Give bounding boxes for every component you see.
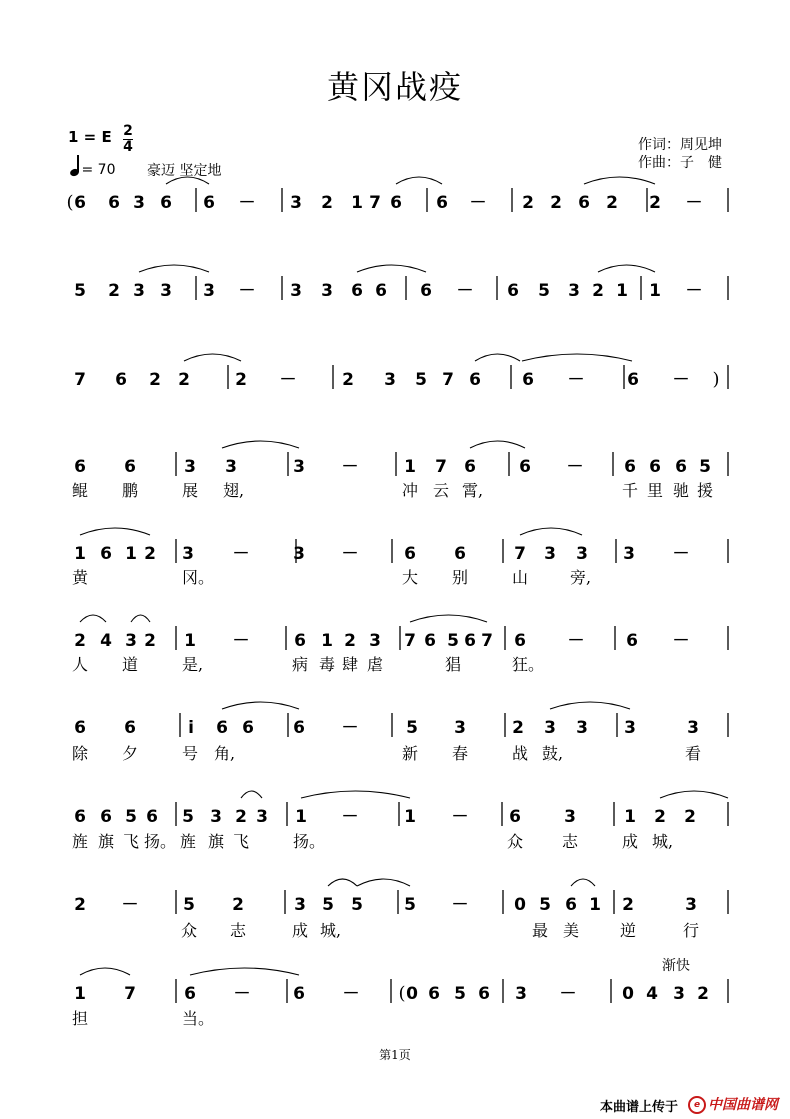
note: 7	[74, 370, 86, 390]
note: 5	[351, 895, 363, 915]
lyric-syllable: 道	[122, 655, 139, 674]
note: 3	[673, 984, 685, 1004]
lyric-syllable: 众	[181, 921, 198, 940]
note: 2	[649, 193, 661, 213]
note: 6	[390, 193, 402, 213]
lyric-syllable: 角,	[214, 744, 236, 763]
note: 2	[622, 895, 634, 915]
tie-slur	[571, 879, 595, 886]
lyric-syllable: 毒	[319, 655, 336, 674]
note: 6	[294, 631, 306, 651]
note: 5	[404, 895, 416, 915]
note: 7	[435, 457, 447, 477]
note: 1	[74, 984, 86, 1004]
note: 2	[512, 718, 524, 738]
lyric-syllable: 旗	[98, 832, 115, 851]
tie-slur	[184, 354, 241, 361]
note: 6	[242, 718, 254, 738]
lyric-syllable: 旌	[72, 832, 89, 851]
tie-slur	[190, 968, 299, 975]
note: 6	[351, 281, 363, 301]
tie-slur	[584, 177, 655, 184]
tie-slur	[520, 528, 582, 535]
note: 6	[626, 631, 638, 651]
note: 6	[464, 631, 476, 651]
tie-slur	[222, 441, 299, 448]
note: 2	[522, 193, 534, 213]
note: 2	[550, 193, 562, 213]
sustain-dash: －	[567, 631, 585, 651]
lyric-syllable: 冲	[402, 481, 419, 500]
note: 3	[290, 281, 302, 301]
sustain-dash: －	[451, 895, 469, 915]
note: 6	[565, 895, 577, 915]
note: 3	[203, 281, 215, 301]
note: 3	[564, 807, 576, 827]
note: 2	[232, 895, 244, 915]
note: 5	[415, 370, 427, 390]
tie-slur	[80, 615, 106, 622]
lyric-syllable: 志	[230, 921, 247, 940]
tie-slur	[357, 265, 426, 272]
lyric-syllable: 展	[182, 481, 199, 500]
tie-slur	[80, 528, 150, 535]
note: 7	[404, 631, 416, 651]
note: 6	[478, 984, 490, 1004]
upload-note: 本曲谱上传于	[599, 1100, 678, 1115]
tie-slur	[470, 441, 525, 448]
lyric-syllable: 看	[685, 744, 702, 763]
note: 7	[442, 370, 454, 390]
note: 3	[454, 718, 466, 738]
lyric-syllable: 号	[182, 744, 199, 763]
sustain-dash: －	[685, 281, 703, 301]
lyric-syllable: 城,	[652, 832, 674, 851]
note: 3	[515, 984, 527, 1004]
sustain-dash: －	[121, 895, 139, 915]
note: 3	[184, 457, 196, 477]
bracket: )	[712, 369, 720, 390]
tie-slur	[598, 265, 655, 272]
note: 6	[203, 193, 215, 213]
score-title: 黄冈战疫	[326, 68, 463, 106]
note: 5	[125, 807, 137, 827]
lyric-syllable: 里	[647, 481, 664, 500]
expression-marking: 豪迈 坚定地	[147, 163, 222, 179]
lyric-syllable: 当。	[182, 1009, 215, 1028]
note: 6	[216, 718, 228, 738]
lyric-syllable: 旗	[208, 832, 225, 851]
lyric-syllable: 翅,	[223, 481, 245, 500]
note: 6	[293, 718, 305, 738]
note: 0	[622, 984, 634, 1004]
note: 6	[624, 457, 636, 477]
lyric-syllable: 美	[563, 921, 580, 940]
note: 3	[182, 544, 194, 564]
note: 5	[182, 807, 194, 827]
note: 6	[108, 193, 120, 213]
sustain-dash: －	[232, 544, 250, 564]
lyric-syllable: 众	[507, 832, 524, 851]
sustain-dash: －	[672, 544, 690, 564]
lyric-syllable: 鲲	[72, 481, 89, 500]
sustain-dash: －	[342, 984, 360, 1004]
note: 6	[522, 370, 534, 390]
tempo-change-marking: 渐快	[662, 958, 690, 974]
composer: 作曲：子 健	[638, 155, 722, 171]
note: 6	[293, 984, 305, 1004]
site-logo	[688, 1094, 778, 1114]
lyric-syllable: 除	[72, 744, 89, 763]
lyric-syllable: 人	[72, 655, 89, 674]
note: 5	[322, 895, 334, 915]
note: 1	[616, 281, 628, 301]
note: 6	[100, 544, 112, 564]
lyric-syllable: 云	[433, 481, 450, 500]
note: 3	[293, 544, 305, 564]
note: 3	[294, 895, 306, 915]
sustain-dash: －	[341, 807, 359, 827]
note: 1	[404, 457, 416, 477]
note: 2	[74, 895, 86, 915]
note: 3	[544, 544, 556, 564]
sustain-dash: －	[238, 193, 256, 213]
sustain-dash: －	[341, 457, 359, 477]
note: 2	[654, 807, 666, 827]
note: 7	[514, 544, 526, 564]
sustain-dash: －	[672, 370, 690, 390]
note: 2	[344, 631, 356, 651]
note: 6	[74, 457, 86, 477]
note: 7	[369, 193, 381, 213]
lyric-syllable: 夕	[122, 744, 139, 763]
note: 2	[74, 631, 86, 651]
note: 5	[454, 984, 466, 1004]
sustain-dash: －	[341, 718, 359, 738]
lyric-syllable: 春	[452, 744, 469, 763]
lyric-syllable: 飞	[233, 832, 250, 851]
tie-slur	[80, 968, 130, 975]
note: 1	[589, 895, 601, 915]
note: 3	[544, 718, 556, 738]
note: 6	[420, 281, 432, 301]
lyric-syllable: 虐	[367, 655, 384, 674]
lyric-syllable: 扬。	[144, 832, 177, 851]
lyric-syllable: 别	[452, 568, 469, 587]
lyric-syllable: 旁,	[570, 568, 592, 587]
note: 5	[183, 895, 195, 915]
note: 1	[295, 807, 307, 827]
sustain-dash: －	[232, 631, 250, 651]
sustain-dash: －	[341, 544, 359, 564]
note: 2	[178, 370, 190, 390]
note: 7	[481, 631, 493, 651]
note: 0	[514, 895, 526, 915]
lyric-syllable: 逆	[620, 921, 637, 940]
tie-slur	[131, 615, 150, 622]
site-logo-icon: e	[688, 1096, 706, 1114]
time-signature-top: 2	[123, 123, 133, 139]
note: 0	[406, 984, 418, 1004]
tie-slur	[410, 615, 487, 622]
note: 3	[685, 895, 697, 915]
note: 3	[293, 457, 305, 477]
note: 6	[124, 718, 136, 738]
tie-slur	[222, 702, 299, 709]
note: 1	[321, 631, 333, 651]
note: 3	[210, 807, 222, 827]
note: 6	[424, 631, 436, 651]
note: i	[188, 718, 194, 738]
lyric-syllable: 狂。	[512, 655, 545, 674]
note: 4	[646, 984, 658, 1004]
note: 3	[125, 631, 137, 651]
note: 6	[124, 457, 136, 477]
note: 2	[235, 807, 247, 827]
lyric-syllable: 是,	[182, 655, 204, 674]
tie-slur	[475, 354, 520, 361]
lyric-syllable: 冈。	[182, 568, 215, 587]
note: 3	[384, 370, 396, 390]
tie-slur	[357, 879, 410, 886]
sustain-dash: －	[672, 631, 690, 651]
lyric-syllable: 志	[562, 832, 579, 851]
lyric-syllable: 行	[683, 921, 700, 940]
lyric-syllable: 援	[697, 481, 714, 500]
tie-slur	[139, 265, 209, 272]
note: 3	[568, 281, 580, 301]
note: 6	[115, 370, 127, 390]
bracket: (	[398, 983, 406, 1004]
note: 1	[624, 807, 636, 827]
note: 2	[592, 281, 604, 301]
note: 1	[404, 807, 416, 827]
note: 1	[649, 281, 661, 301]
note: 2	[684, 807, 696, 827]
note: 6	[469, 370, 481, 390]
note: 2	[144, 631, 156, 651]
time-signature-bottom: 4	[123, 139, 133, 155]
note: 6	[519, 457, 531, 477]
lyric-syllable: 山	[512, 568, 529, 587]
lyric-syllable: 旌	[180, 832, 197, 851]
note: 3	[321, 281, 333, 301]
note: 3	[160, 281, 172, 301]
lyric-syllable: 千	[622, 481, 639, 500]
note: 6	[184, 984, 196, 1004]
note: 6	[160, 193, 172, 213]
lyric-syllable: 成	[292, 921, 309, 940]
page-number: 第1页	[379, 1048, 411, 1062]
note: 6	[649, 457, 661, 477]
sustain-dash: －	[233, 984, 251, 1004]
note: 6	[454, 544, 466, 564]
lyricist: 作词：周见坤	[638, 137, 722, 153]
tie-slur	[328, 879, 357, 886]
note: 7	[124, 984, 136, 1004]
note: 2	[342, 370, 354, 390]
note: 3	[290, 193, 302, 213]
tempo-value: = 70	[81, 162, 116, 178]
note: 2	[108, 281, 120, 301]
lyric-syllable: 成	[622, 832, 639, 851]
lyric-syllable: 新	[402, 744, 419, 763]
sustain-dash: －	[451, 807, 469, 827]
note: 3	[576, 544, 588, 564]
note: 1	[125, 544, 137, 564]
tie-slur	[166, 177, 209, 184]
tie-slur	[522, 354, 632, 361]
note: 6	[100, 807, 112, 827]
sustain-dash: －	[567, 370, 585, 390]
note: 6	[428, 984, 440, 1004]
note: 5	[699, 457, 711, 477]
lyric-syllable: 霄,	[462, 481, 484, 500]
note: 4	[100, 631, 112, 651]
note: 6	[436, 193, 448, 213]
sustain-dash: －	[559, 984, 577, 1004]
tie-slur	[241, 791, 262, 798]
sustain-dash: －	[469, 193, 487, 213]
lyric-syllable: 扬。	[293, 832, 326, 851]
tie-slur	[301, 791, 410, 798]
lyric-syllable: 黄	[72, 568, 89, 587]
sustain-dash: －	[456, 281, 474, 301]
note: 2	[144, 544, 156, 564]
sustain-dash: －	[566, 457, 584, 477]
bracket: (	[66, 192, 74, 213]
tie-slur	[660, 791, 728, 798]
sustain-dash: －	[685, 193, 703, 213]
lyric-syllable: 猖	[445, 655, 462, 674]
note: 1	[74, 544, 86, 564]
note: 5	[539, 895, 551, 915]
note: 6	[675, 457, 687, 477]
note: 6	[74, 718, 86, 738]
sustain-dash: －	[279, 370, 297, 390]
lyric-syllable: 担	[72, 1009, 89, 1028]
note: 1	[184, 631, 196, 651]
site-logo-text: 中国曲谱网	[708, 1097, 778, 1113]
lyric-syllable: 大	[402, 568, 419, 587]
note: 5	[447, 631, 459, 651]
sustain-dash: －	[238, 281, 256, 301]
note: 6	[507, 281, 519, 301]
note: 6	[464, 457, 476, 477]
note: 3	[369, 631, 381, 651]
lyric-syllable: 最	[532, 921, 549, 940]
lyric-syllable: 鹏	[122, 481, 139, 500]
note: 3	[256, 807, 268, 827]
lyric-syllable: 城,	[320, 921, 342, 940]
note: 6	[74, 193, 86, 213]
note: 3	[576, 718, 588, 738]
note: 6	[514, 631, 526, 651]
note: 1	[351, 193, 363, 213]
note: 6	[404, 544, 416, 564]
lyric-syllable: 飞	[123, 832, 140, 851]
note: 2	[235, 370, 247, 390]
note: 6	[74, 807, 86, 827]
note: 2	[149, 370, 161, 390]
note: 5	[74, 281, 86, 301]
note: 3	[624, 718, 636, 738]
note: 3	[133, 281, 145, 301]
key-signature: 1 = E	[68, 128, 112, 146]
tie-slur	[396, 177, 442, 184]
note: 3	[623, 544, 635, 564]
tie-slur	[550, 702, 630, 709]
note: 2	[697, 984, 709, 1004]
lyric-syllable: 驰	[673, 481, 690, 500]
note: 5	[406, 718, 418, 738]
note: 6	[627, 370, 639, 390]
lyric-syllable: 病	[292, 655, 309, 674]
lyric-syllable: 战	[512, 744, 529, 763]
note: 3	[687, 718, 699, 738]
note: 3	[133, 193, 145, 213]
note: 6	[146, 807, 158, 827]
note: 6	[509, 807, 521, 827]
lyric-syllable: 鼓,	[542, 744, 564, 763]
note: 6	[375, 281, 387, 301]
lyric-syllable: 肆	[342, 655, 359, 674]
note: 5	[538, 281, 550, 301]
note: 2	[606, 193, 618, 213]
note: 3	[225, 457, 237, 477]
note: 6	[578, 193, 590, 213]
note: 2	[321, 193, 333, 213]
